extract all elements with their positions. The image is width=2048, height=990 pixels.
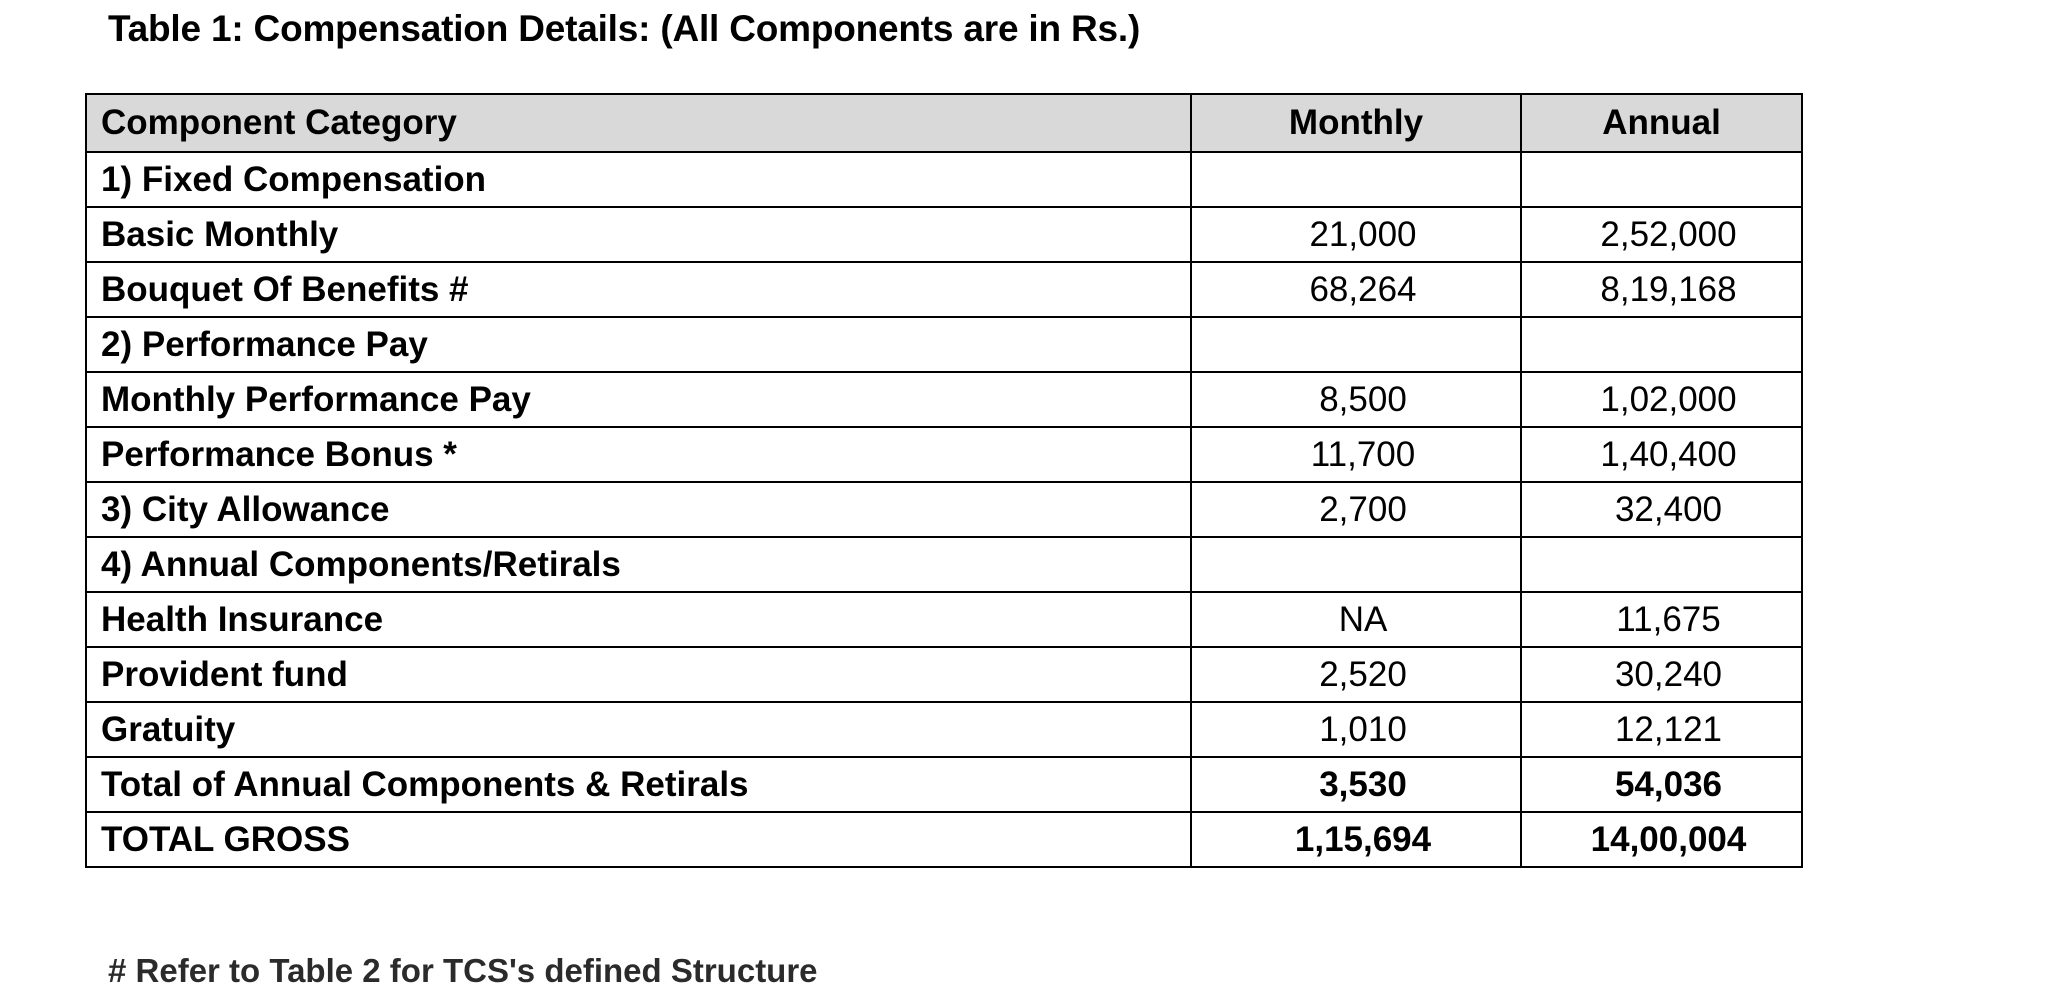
column-header-annual: Annual [1521, 94, 1802, 152]
row-annual-value [1521, 317, 1802, 372]
compensation-details-table [85, 93, 1803, 868]
row-label: 3) City Allowance [86, 482, 1191, 537]
row-annual-value: 54,036 [1521, 757, 1802, 812]
table-row [86, 317, 1802, 372]
row-monthly-value: 2,520 [1191, 647, 1521, 702]
row-label: Total of Annual Components & Retirals [86, 757, 1191, 812]
row-label: TOTAL GROSS [86, 812, 1191, 867]
row-label: Health Insurance [86, 592, 1191, 647]
table-row [86, 702, 1802, 757]
row-monthly-value: 1,15,694 [1191, 812, 1521, 867]
row-label: Performance Bonus * [86, 427, 1191, 482]
row-label: 2) Performance Pay [86, 317, 1191, 372]
table-row [86, 537, 1802, 592]
table-body [86, 152, 1802, 867]
table-row [86, 647, 1802, 702]
table-row [86, 262, 1802, 317]
row-monthly-value: 3,530 [1191, 757, 1521, 812]
row-monthly-value [1191, 537, 1521, 592]
table-row [86, 592, 1802, 647]
row-monthly-value: 1,010 [1191, 702, 1521, 757]
row-annual-value [1521, 152, 1802, 207]
row-annual-value: 30,240 [1521, 647, 1802, 702]
row-annual-value: 11,675 [1521, 592, 1802, 647]
row-annual-value: 1,02,000 [1521, 372, 1802, 427]
footnote-text: # Refer to Table 2 for TCS's defined Structure [108, 952, 818, 989]
table-row [86, 812, 1802, 867]
row-annual-value: 1,40,400 [1521, 427, 1802, 482]
table-header-row [86, 94, 1802, 152]
row-monthly-value: 68,264 [1191, 262, 1521, 317]
table-row [86, 482, 1802, 537]
row-label: 4) Annual Components/Retirals [86, 537, 1191, 592]
row-label: Bouquet Of Benefits # [86, 262, 1191, 317]
row-label: Provident fund [86, 647, 1191, 702]
column-header-monthly: Monthly [1191, 94, 1521, 152]
table-row [86, 207, 1802, 262]
row-label: Monthly Performance Pay [86, 372, 1191, 427]
row-monthly-value: 8,500 [1191, 372, 1521, 427]
row-label: 1) Fixed Compensation [86, 152, 1191, 207]
row-monthly-value: NA [1191, 592, 1521, 647]
row-annual-value [1521, 537, 1802, 592]
row-label: Gratuity [86, 702, 1191, 757]
table-header [86, 94, 1802, 152]
row-annual-value: 2,52,000 [1521, 207, 1802, 262]
row-monthly-value [1191, 152, 1521, 207]
row-monthly-value: 2,700 [1191, 482, 1521, 537]
row-annual-value: 32,400 [1521, 482, 1802, 537]
row-monthly-value: 11,700 [1191, 427, 1521, 482]
page-title: Table 1: Compensation Details: (All Components are in Rs.) [108, 8, 1141, 49]
row-monthly-value [1191, 317, 1521, 372]
table-row [86, 757, 1802, 812]
table-row [86, 372, 1802, 427]
row-annual-value: 8,19,168 [1521, 262, 1802, 317]
table-row [86, 427, 1802, 482]
row-label: Basic Monthly [86, 207, 1191, 262]
table-row [86, 152, 1802, 207]
row-annual-value: 12,121 [1521, 702, 1802, 757]
row-annual-value: 14,00,004 [1521, 812, 1802, 867]
row-monthly-value: 21,000 [1191, 207, 1521, 262]
column-header-component-category: Component Category [86, 94, 1191, 152]
